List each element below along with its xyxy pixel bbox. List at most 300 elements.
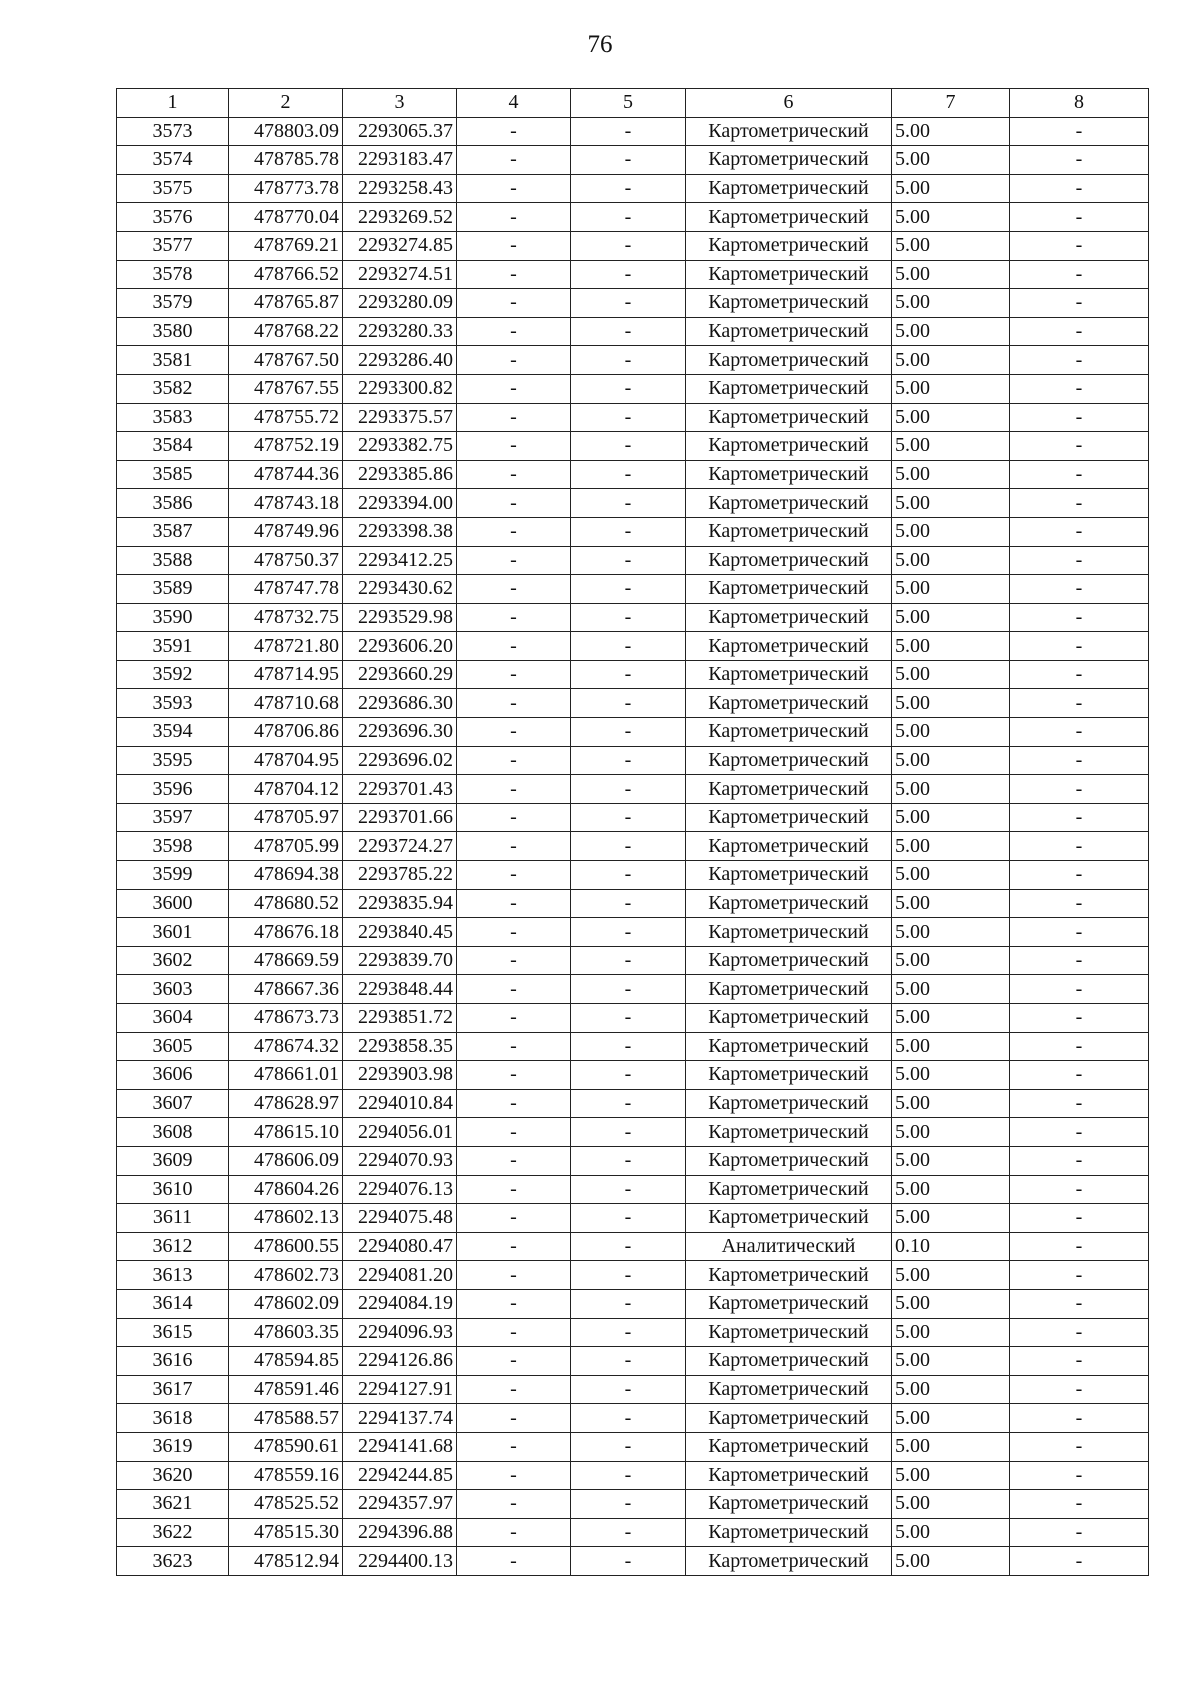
table-cell-col-4: -: [457, 632, 571, 661]
table-cell-col-2: 478615.10: [229, 1118, 343, 1147]
table-row: [117, 1461, 1149, 1490]
table-row: [117, 146, 1149, 175]
table-row: [117, 1004, 1149, 1033]
table-cell-col-2: 478766.52: [229, 260, 343, 289]
table-cell-col-2: 478773.78: [229, 174, 343, 203]
table-cell-col-2: 478744.36: [229, 460, 343, 489]
table-cell-col-7: 5.00: [892, 1146, 1010, 1175]
table-cell-col-6: Картометрический: [686, 632, 892, 661]
table-cell-col-2: 478785.78: [229, 146, 343, 175]
table-cell-col-4: -: [457, 803, 571, 832]
table-cell-col-5: -: [571, 889, 686, 918]
table-cell-col-2: 478714.95: [229, 660, 343, 689]
table-cell-col-2: 478710.68: [229, 689, 343, 718]
table-cell-col-2: 478743.18: [229, 489, 343, 518]
table-cell-col-6: Картометрический: [686, 489, 892, 518]
table-cell-col-6: Картометрический: [686, 575, 892, 604]
column-header-8: 8: [1010, 89, 1149, 118]
table-cell-col-5: -: [571, 346, 686, 375]
table-cell-col-5: -: [571, 1032, 686, 1061]
table-cell-col-3: 2293660.29: [343, 660, 457, 689]
table-cell-col-3: 2294081.20: [343, 1261, 457, 1290]
table-cell-col-6: Картометрический: [686, 432, 892, 461]
table-cell-col-3: 2293430.62: [343, 575, 457, 604]
table-cell-col-1: 3612: [117, 1232, 229, 1261]
table-cell-col-4: -: [457, 460, 571, 489]
table-cell-col-8: -: [1010, 689, 1149, 718]
table-cell-col-8: -: [1010, 1375, 1149, 1404]
table-cell-col-3: 2293398.38: [343, 517, 457, 546]
table-cell-col-5: -: [571, 1547, 686, 1576]
table-cell-col-5: -: [571, 718, 686, 747]
table-cell-col-5: -: [571, 1232, 686, 1261]
table-cell-col-4: -: [457, 289, 571, 318]
table-cell-col-6: Картометрический: [686, 1118, 892, 1147]
table-cell-col-4: -: [457, 403, 571, 432]
table-cell-col-8: -: [1010, 746, 1149, 775]
table-cell-col-6: Картометрический: [686, 317, 892, 346]
table-cell-col-8: -: [1010, 1347, 1149, 1376]
table-cell-col-7: 5.00: [892, 203, 1010, 232]
table-cell-col-1: 3591: [117, 632, 229, 661]
table-cell-col-4: -: [457, 117, 571, 146]
table-cell-col-6: Картометрический: [686, 946, 892, 975]
table-cell-col-4: -: [457, 203, 571, 232]
column-header-5: 5: [571, 89, 686, 118]
table-cell-col-1: 3611: [117, 1204, 229, 1233]
table-cell-col-1: 3601: [117, 918, 229, 947]
table-cell-col-3: 2294096.93: [343, 1318, 457, 1347]
table-cell-col-5: -: [571, 918, 686, 947]
table-cell-col-6: Картометрический: [686, 260, 892, 289]
table-cell-col-6: Аналитический: [686, 1232, 892, 1261]
table-cell-col-2: 478706.86: [229, 718, 343, 747]
table-row: [117, 1289, 1149, 1318]
table-cell-col-7: 5.00: [892, 517, 1010, 546]
table-row: [117, 289, 1149, 318]
table-cell-col-1: 3604: [117, 1004, 229, 1033]
table-cell-col-4: -: [457, 260, 571, 289]
table-row: [117, 1032, 1149, 1061]
table-cell-col-7: 5.00: [892, 317, 1010, 346]
table-cell-col-4: -: [457, 1375, 571, 1404]
column-header-2: 2: [229, 89, 343, 118]
table-cell-col-7: 5.00: [892, 260, 1010, 289]
table-cell-col-7: 5.00: [892, 489, 1010, 518]
table-cell-col-6: Картометрический: [686, 775, 892, 804]
table-cell-col-7: 5.00: [892, 632, 1010, 661]
table-cell-col-5: -: [571, 603, 686, 632]
table-cell-col-4: -: [457, 374, 571, 403]
table-cell-col-8: -: [1010, 1461, 1149, 1490]
table-cell-col-7: 5.00: [892, 231, 1010, 260]
table-cell-col-4: -: [457, 689, 571, 718]
table-cell-col-2: 478750.37: [229, 546, 343, 575]
table-cell-col-8: -: [1010, 117, 1149, 146]
table-cell-col-1: 3606: [117, 1061, 229, 1090]
table-cell-col-7: 5.00: [892, 832, 1010, 861]
table-cell-col-6: Картометрический: [686, 1518, 892, 1547]
table-row: [117, 575, 1149, 604]
table-cell-col-2: 478705.97: [229, 803, 343, 832]
table-cell-col-1: 3608: [117, 1118, 229, 1147]
table-cell-col-4: -: [457, 1461, 571, 1490]
table-cell-col-1: 3602: [117, 946, 229, 975]
table-cell-col-8: -: [1010, 374, 1149, 403]
table-cell-col-3: 2293375.57: [343, 403, 457, 432]
table-cell-col-7: 5.00: [892, 975, 1010, 1004]
table-cell-col-8: -: [1010, 1004, 1149, 1033]
table-cell-col-4: -: [457, 746, 571, 775]
table-row: [117, 203, 1149, 232]
table-cell-col-2: 478661.01: [229, 1061, 343, 1090]
table-row: [117, 403, 1149, 432]
table-cell-col-7: 5.00: [892, 775, 1010, 804]
table-cell-col-1: 3600: [117, 889, 229, 918]
table-cell-col-3: 2293701.43: [343, 775, 457, 804]
table-row: [117, 517, 1149, 546]
table-cell-col-1: 3593: [117, 689, 229, 718]
table-cell-col-7: 5.00: [892, 1261, 1010, 1290]
table-cell-col-5: -: [571, 546, 686, 575]
table-cell-col-3: 2293065.37: [343, 117, 457, 146]
table-cell-col-6: Картометрический: [686, 1404, 892, 1433]
table-row: [117, 1347, 1149, 1376]
table-cell-col-7: 5.00: [892, 1204, 1010, 1233]
table-cell-col-8: -: [1010, 1175, 1149, 1204]
table-cell-col-8: -: [1010, 918, 1149, 947]
table-cell-col-6: Картометрический: [686, 517, 892, 546]
table-cell-col-1: 3583: [117, 403, 229, 432]
table-cell-col-4: -: [457, 517, 571, 546]
table-cell-col-5: -: [571, 403, 686, 432]
table-cell-col-7: 5.00: [892, 374, 1010, 403]
table-cell-col-5: -: [571, 1318, 686, 1347]
table-cell-col-4: -: [457, 1175, 571, 1204]
table-cell-col-3: 2293686.30: [343, 689, 457, 718]
table-cell-col-1: 3597: [117, 803, 229, 832]
table-cell-col-6: Картометрический: [686, 203, 892, 232]
table-cell-col-8: -: [1010, 489, 1149, 518]
table-cell-col-4: -: [457, 1518, 571, 1547]
table-cell-col-1: 3598: [117, 832, 229, 861]
table-cell-col-8: -: [1010, 1289, 1149, 1318]
table-cell-col-8: -: [1010, 1061, 1149, 1090]
table-row: [117, 346, 1149, 375]
table-cell-col-6: Картометрический: [686, 603, 892, 632]
table-cell-col-5: -: [571, 517, 686, 546]
table-cell-col-7: 5.00: [892, 1518, 1010, 1547]
table-cell-col-1: 3592: [117, 660, 229, 689]
table-cell-col-1: 3587: [117, 517, 229, 546]
table-cell-col-4: -: [457, 317, 571, 346]
table-cell-col-7: 5.00: [892, 1404, 1010, 1433]
table-cell-col-6: Картометрический: [686, 1204, 892, 1233]
table-body: [117, 117, 1149, 1575]
column-header-4: 4: [457, 89, 571, 118]
table-cell-col-3: 2293840.45: [343, 918, 457, 947]
table-row: [117, 374, 1149, 403]
table-cell-col-1: 3599: [117, 861, 229, 890]
table-cell-col-1: 3609: [117, 1146, 229, 1175]
table-cell-col-2: 478591.46: [229, 1375, 343, 1404]
table-row: [117, 1518, 1149, 1547]
table-row: [117, 1318, 1149, 1347]
table-row: [117, 918, 1149, 947]
table-cell-col-6: Картометрический: [686, 460, 892, 489]
table-cell-col-2: 478755.72: [229, 403, 343, 432]
table-row: [117, 1490, 1149, 1519]
table-row: [117, 489, 1149, 518]
table-cell-col-2: 478676.18: [229, 918, 343, 947]
table-row: [117, 660, 1149, 689]
table-cell-col-6: Картометрический: [686, 117, 892, 146]
table-cell-col-6: Картометрический: [686, 174, 892, 203]
table-row: [117, 1375, 1149, 1404]
table-cell-col-3: 2293382.75: [343, 432, 457, 461]
table-cell-col-3: 2293385.86: [343, 460, 457, 489]
table-cell-col-2: 478704.95: [229, 746, 343, 775]
table-cell-col-6: Картометрический: [686, 1032, 892, 1061]
table-cell-col-8: -: [1010, 317, 1149, 346]
table-cell-col-2: 478803.09: [229, 117, 343, 146]
table-cell-col-5: -: [571, 689, 686, 718]
table-cell-col-8: -: [1010, 1232, 1149, 1261]
table-cell-col-8: -: [1010, 1432, 1149, 1461]
table-row: [117, 1404, 1149, 1433]
table-cell-col-2: 478512.94: [229, 1547, 343, 1576]
table-cell-col-7: 5.00: [892, 718, 1010, 747]
table-cell-col-6: Картометрический: [686, 1089, 892, 1118]
table-cell-col-4: -: [457, 1146, 571, 1175]
table-cell-col-2: 478559.16: [229, 1461, 343, 1490]
table-cell-col-6: Картометрический: [686, 1061, 892, 1090]
table-cell-col-4: -: [457, 718, 571, 747]
table-cell-col-1: 3582: [117, 374, 229, 403]
table-cell-col-1: 3621: [117, 1490, 229, 1519]
table-cell-col-4: -: [457, 1261, 571, 1290]
table-row: [117, 975, 1149, 1004]
table-cell-col-3: 2294056.01: [343, 1118, 457, 1147]
table-cell-col-5: -: [571, 1375, 686, 1404]
table-cell-col-1: 3579: [117, 289, 229, 318]
table-cell-col-1: 3590: [117, 603, 229, 632]
table-cell-col-5: -: [571, 1261, 686, 1290]
table-cell-col-4: -: [457, 1318, 571, 1347]
table-cell-col-3: 2293696.02: [343, 746, 457, 775]
table-cell-col-2: 478767.50: [229, 346, 343, 375]
table-cell-col-7: 5.00: [892, 1175, 1010, 1204]
table-cell-col-8: -: [1010, 889, 1149, 918]
table-cell-col-3: 2294137.74: [343, 1404, 457, 1433]
table-cell-col-3: 2293183.47: [343, 146, 457, 175]
table-cell-col-8: -: [1010, 1204, 1149, 1233]
table-row: [117, 317, 1149, 346]
table-cell-col-3: 2293274.51: [343, 260, 457, 289]
table-cell-col-1: 3615: [117, 1318, 229, 1347]
table-cell-col-5: -: [571, 1289, 686, 1318]
table-cell-col-6: Картометрический: [686, 660, 892, 689]
column-header-7: 7: [892, 89, 1010, 118]
table-cell-col-7: 5.00: [892, 117, 1010, 146]
table-cell-col-5: -: [571, 374, 686, 403]
table-cell-col-5: -: [571, 803, 686, 832]
column-header-3: 3: [343, 89, 457, 118]
table-cell-col-1: 3589: [117, 575, 229, 604]
table-cell-col-2: 478704.12: [229, 775, 343, 804]
table-row: [117, 546, 1149, 575]
table-row: [117, 1175, 1149, 1204]
table-cell-col-6: Картометрический: [686, 1490, 892, 1519]
table-cell-col-6: Картометрический: [686, 374, 892, 403]
table-cell-col-1: 3595: [117, 746, 229, 775]
table-row: [117, 718, 1149, 747]
table-cell-col-5: -: [571, 489, 686, 518]
table-cell-col-5: -: [571, 1004, 686, 1033]
table-cell-col-7: 5.00: [892, 803, 1010, 832]
table-cell-col-6: Картометрический: [686, 975, 892, 1004]
table-cell-col-4: -: [457, 1347, 571, 1376]
table-cell-col-5: -: [571, 575, 686, 604]
table-row: [117, 1089, 1149, 1118]
table-cell-col-7: 0.10: [892, 1232, 1010, 1261]
table-cell-col-4: -: [457, 1204, 571, 1233]
table-cell-col-2: 478602.73: [229, 1261, 343, 1290]
table-cell-col-7: 5.00: [892, 460, 1010, 489]
table-cell-col-4: -: [457, 1404, 571, 1433]
table-cell-col-4: -: [457, 1232, 571, 1261]
table-cell-col-8: -: [1010, 432, 1149, 461]
table-cell-col-3: 2294010.84: [343, 1089, 457, 1118]
table-cell-col-3: 2294070.93: [343, 1146, 457, 1175]
table-cell-col-8: -: [1010, 803, 1149, 832]
table-cell-col-1: 3617: [117, 1375, 229, 1404]
table-cell-col-5: -: [571, 460, 686, 489]
table-cell-col-5: -: [571, 1204, 686, 1233]
table-cell-col-8: -: [1010, 718, 1149, 747]
table-cell-col-2: 478588.57: [229, 1404, 343, 1433]
table-cell-col-7: 5.00: [892, 174, 1010, 203]
table-cell-col-6: Картометрический: [686, 1318, 892, 1347]
table-cell-col-1: 3619: [117, 1432, 229, 1461]
table-cell-col-4: -: [457, 174, 571, 203]
table-cell-col-3: 2293300.82: [343, 374, 457, 403]
table-cell-col-8: -: [1010, 660, 1149, 689]
table-row: [117, 1261, 1149, 1290]
table-cell-col-8: -: [1010, 174, 1149, 203]
table-cell-col-2: 478628.97: [229, 1089, 343, 1118]
table-cell-col-6: Картометрический: [686, 403, 892, 432]
table-cell-col-1: 3577: [117, 231, 229, 260]
table-cell-col-3: 2294080.47: [343, 1232, 457, 1261]
table-cell-col-7: 5.00: [892, 1490, 1010, 1519]
table-cell-col-8: -: [1010, 289, 1149, 318]
table-cell-col-7: 5.00: [892, 432, 1010, 461]
table-cell-col-8: -: [1010, 1404, 1149, 1433]
table-cell-col-7: 5.00: [892, 918, 1010, 947]
table-cell-col-6: Картометрический: [686, 146, 892, 175]
table-row: [117, 603, 1149, 632]
table-cell-col-1: 3585: [117, 460, 229, 489]
table-cell-col-7: 5.00: [892, 1347, 1010, 1376]
table-cell-col-2: 478749.96: [229, 517, 343, 546]
table-cell-col-3: 2293848.44: [343, 975, 457, 1004]
table-cell-col-5: -: [571, 946, 686, 975]
table-cell-col-6: Картометрический: [686, 1461, 892, 1490]
table-cell-col-7: 5.00: [892, 289, 1010, 318]
table-cell-col-7: 5.00: [892, 1004, 1010, 1033]
table-cell-col-1: 3580: [117, 317, 229, 346]
table-cell-col-8: -: [1010, 603, 1149, 632]
table-row: [117, 117, 1149, 146]
table-cell-col-5: -: [571, 746, 686, 775]
table-cell-col-1: 3581: [117, 346, 229, 375]
table-cell-col-6: Картометрический: [686, 832, 892, 861]
table-cell-col-7: 5.00: [892, 861, 1010, 890]
table-cell-col-2: 478770.04: [229, 203, 343, 232]
table-cell-col-6: Картометрический: [686, 1347, 892, 1376]
table-row: [117, 1061, 1149, 1090]
table-cell-col-4: -: [457, 660, 571, 689]
table-cell-col-6: Картометрический: [686, 689, 892, 718]
table-cell-col-8: -: [1010, 1490, 1149, 1519]
table-cell-col-4: -: [457, 1032, 571, 1061]
table-cell-col-7: 5.00: [892, 1461, 1010, 1490]
table-cell-col-8: -: [1010, 775, 1149, 804]
table-cell-col-2: 478604.26: [229, 1175, 343, 1204]
table-cell-col-8: -: [1010, 403, 1149, 432]
table-cell-col-8: -: [1010, 1547, 1149, 1576]
table-cell-col-2: 478705.99: [229, 832, 343, 861]
table-cell-col-7: 5.00: [892, 1061, 1010, 1090]
table-row: [117, 775, 1149, 804]
table-row: [117, 889, 1149, 918]
table-cell-col-1: 3584: [117, 432, 229, 461]
table-cell-col-2: 478602.13: [229, 1204, 343, 1233]
table-cell-col-5: -: [571, 117, 686, 146]
header-row: [117, 89, 1149, 118]
table-cell-col-5: -: [571, 1461, 686, 1490]
coordinates-table: [116, 88, 1149, 1576]
table-cell-col-7: 5.00: [892, 1118, 1010, 1147]
table-cell-col-6: Картометрический: [686, 803, 892, 832]
table-cell-col-8: -: [1010, 1118, 1149, 1147]
table-cell-col-7: 5.00: [892, 346, 1010, 375]
table-cell-col-3: 2293258.43: [343, 174, 457, 203]
table-row: [117, 432, 1149, 461]
table-cell-col-6: Картометрический: [686, 746, 892, 775]
table-cell-col-3: 2294076.13: [343, 1175, 457, 1204]
table-cell-col-4: -: [457, 146, 571, 175]
table-cell-col-8: -: [1010, 1089, 1149, 1118]
table-cell-col-4: -: [457, 1289, 571, 1318]
table-cell-col-6: Картометрический: [686, 861, 892, 890]
table-cell-col-1: 3588: [117, 546, 229, 575]
table-cell-col-3: 2293274.85: [343, 231, 457, 260]
table-cell-col-8: -: [1010, 346, 1149, 375]
table-cell-col-3: 2294244.85: [343, 1461, 457, 1490]
table-cell-col-2: 478600.55: [229, 1232, 343, 1261]
table-cell-col-4: -: [457, 575, 571, 604]
table-cell-col-5: -: [571, 1175, 686, 1204]
table-cell-col-1: 3596: [117, 775, 229, 804]
table-cell-col-3: 2294141.68: [343, 1432, 457, 1461]
table-cell-col-8: -: [1010, 260, 1149, 289]
table-cell-col-4: -: [457, 231, 571, 260]
table-header: [117, 89, 1149, 118]
table-cell-col-1: 3618: [117, 1404, 229, 1433]
table-row: [117, 1232, 1149, 1261]
